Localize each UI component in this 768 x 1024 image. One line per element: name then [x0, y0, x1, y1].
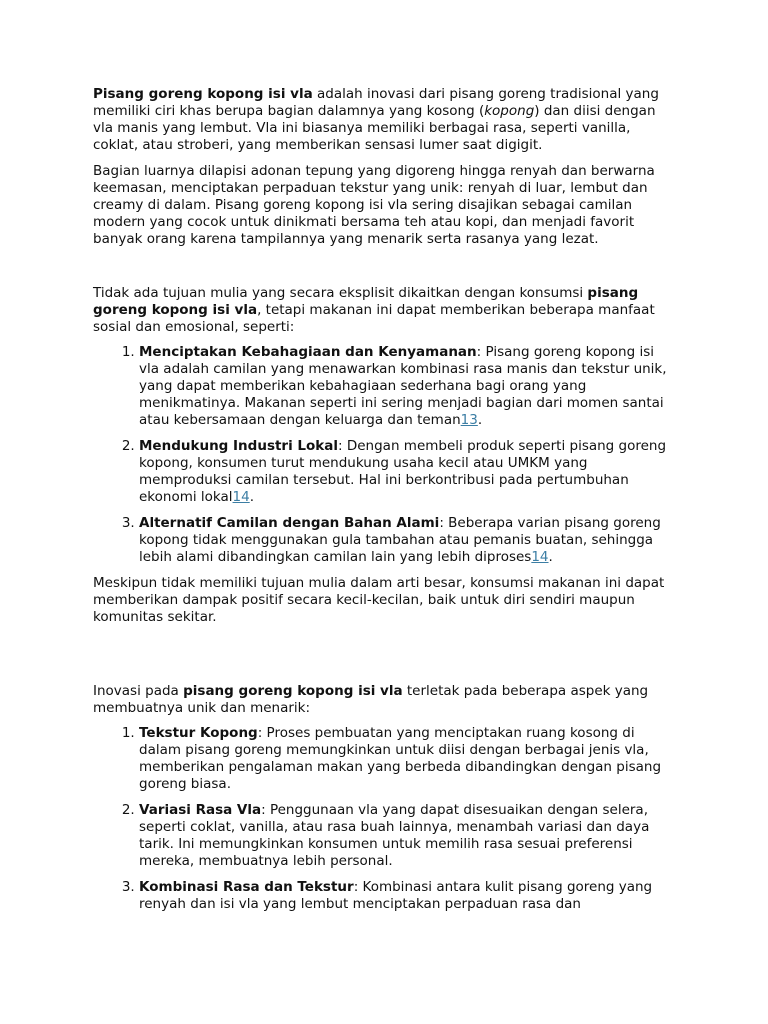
innovation-list — [93, 725, 678, 913]
paragraph-benefits-conclusion: Meskipun tidak memiliki tujuan mulia dalam arti besar, konsumsi makanan ini dapat memberikan dampak positif secara kecil-kecilan, baik untuk diri sendiri maupun komunitas sekitar. — [93, 575, 665, 625]
list-item: 2. Mendukung Industri Lokal: Dengan membeli produk seperti pisang goreng kopong, konsumen turut mendukung usaha kecil atau UMKM yang memproduksi camilan tersebut. Hal ini berkontribusi pada pertumbuhan ekonomi lokal14. — [139, 438, 678, 506]
list-item: 1. Menciptakan Kebahagiaan dan Kenyamanan: Pisang goreng kopong isi vla adalah camilan yang menawarkan kombinasi rasa manis dan tekstur unik, yang dapat memberikan kebahagiaan sederhana bagi orang yang menikmatinya. Makanan seperti ini sering menjadi bagian dari momen santai atau kebersamaan dengan keluarga dan teman13. — [139, 344, 678, 429]
paragraph-description: Bagian luarnya dilapisi adonan tepung yang digoreng hingga renyah dan berwarna keemasan, menciptakan perpaduan tekstur yang unik: renyah di luar, lembut dan creamy di dalam. Pisang goreng kopong isi vla sering disajikan sebagai camilan modern yang cocok untuk dinikmati bersama teh atau kopi, dan menjadi favorit banyak orang karena tampilannya yang menarik serta rasanya yang lezat. — [93, 163, 655, 247]
document-page — [93, 86, 678, 913]
bold-term: Pisang goreng kopong isi vla — [93, 86, 313, 102]
list-item: 3. Alternatif Camilan dengan Bahan Alami: Beberapa varian pisang goreng kopong tidak menggunakan gula tambahan atau pemanis buatan, sehingga lebih alami dibandingkan camilan lain yang lebih diproses14. — [139, 515, 678, 566]
benefits-list — [93, 344, 678, 566]
italic-term: kopong — [484, 103, 535, 119]
citation-link[interactable]: 14 — [232, 489, 250, 505]
list-item: 2. Variasi Rasa Vla: Penggunaan vla yang dapat disesuaikan dengan selera, seperti coklat, vanilla, atau rasa buah lainnya, menambah variasi dan daya tarik. Ini memungkinkan konsumen untuk memilih rasa sesuai preferensi mereka, membuatnya lebih personal. — [139, 802, 678, 870]
list-item: 1. Tekstur Kopong: Proses pembuatan yang menciptakan ruang kosong di dalam pisang goreng memungkinkan untuk diisi dengan berbagai jenis vla, memberikan pengalaman makan yang berbeda dibandingkan dengan pisang goreng biasa. — [139, 725, 678, 793]
citation-link[interactable]: 14 — [531, 549, 549, 565]
bold-term: pisang goreng kopong isi vla — [93, 285, 639, 318]
citation-link[interactable]: 13 — [460, 412, 478, 428]
paragraph-intro: Pisang goreng kopong isi vla adalah inovasi dari pisang goreng tradisional yang memiliki ciri khas berupa bagian dalamnya yang kosong (kopong) dan diisi dengan vla manis yang lembut. Vla ini biasanya memiliki berbagai rasa, seperti vanilla, coklat, atau stroberi, yang memberikan sensasi lumer saat digigit. — [93, 86, 659, 153]
paragraph-benefits-intro: Tidak ada tujuan mulia yang secara eksplisit dikaitkan dengan konsumsi pisang goreng kopong isi vla, tetapi makanan ini dapat memberikan beberapa manfaat sosial dan emosional, seperti: — [93, 285, 655, 335]
paragraph-innovation-intro: Inovasi pada pisang goreng kopong isi vla terletak pada beberapa aspek yang membuatnya unik dan menarik: — [93, 683, 649, 716]
list-item: 3. Kombinasi Rasa dan Tekstur: Kombinasi antara kulit pisang goreng yang renyah dan isi vla yang lembut menciptakan perpaduan rasa dan — [139, 879, 678, 913]
bold-term: pisang goreng kopong isi vla — [183, 683, 403, 699]
